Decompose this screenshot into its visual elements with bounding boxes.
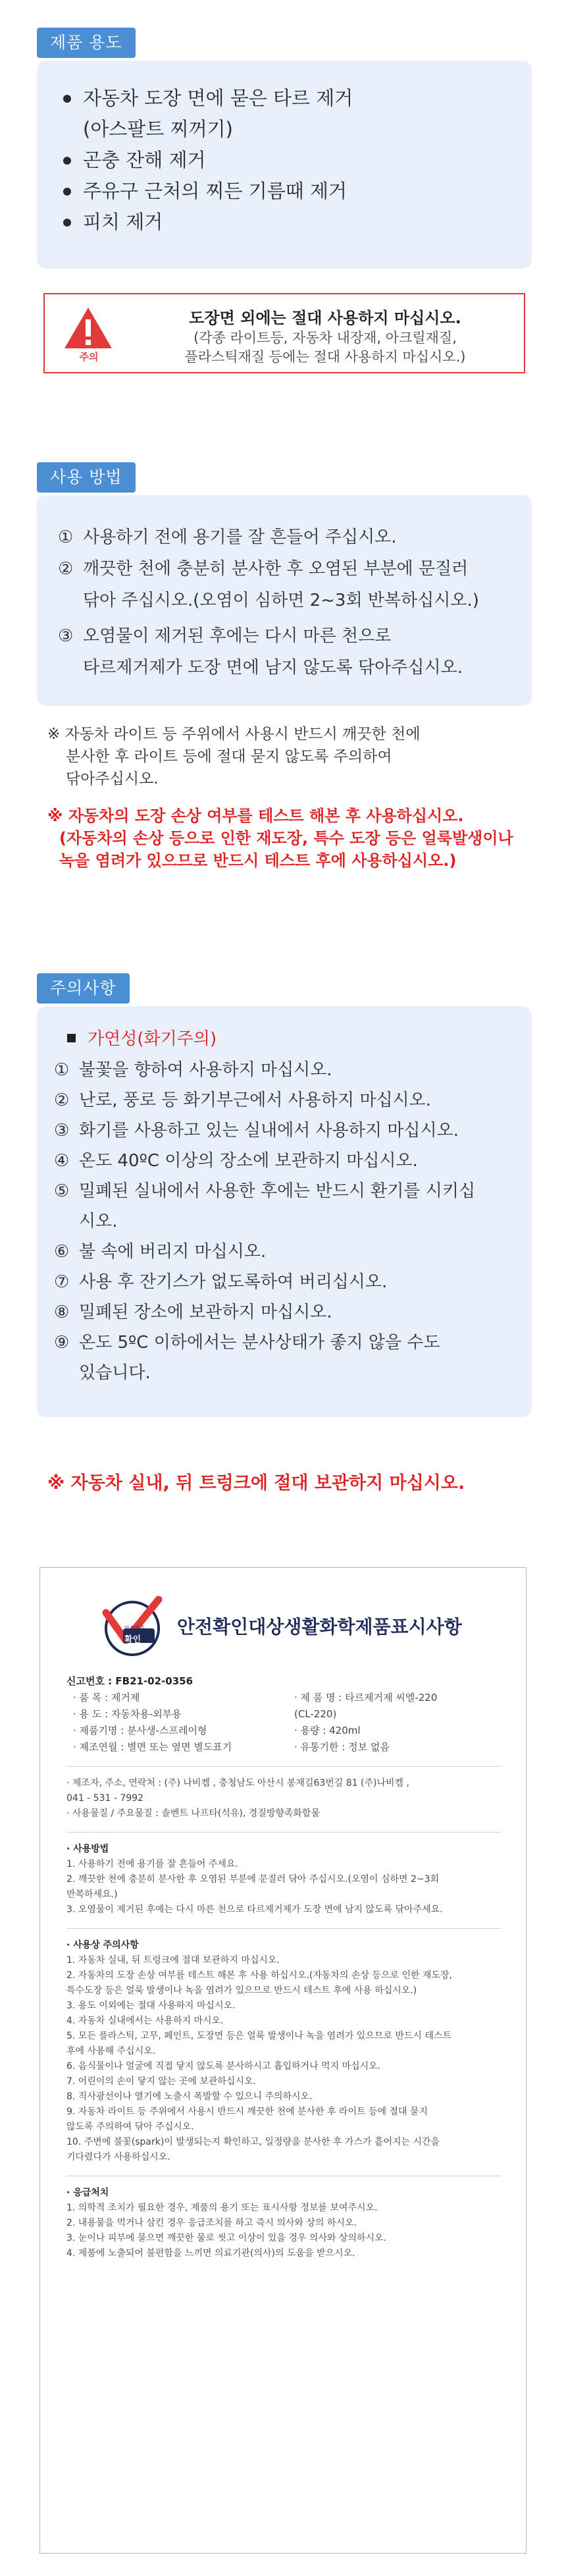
caution-item: ⑤ 밀폐된 실내에서 사용한 후에는 반드시 환기를 시키십 bbox=[54, 1181, 476, 1201]
caution-item: ⑥ 불 속에 버리지 마십시오. bbox=[54, 1242, 267, 1262]
info-row: · 용 도 : 자동차용-외부용 (CL-220) bbox=[73, 1708, 337, 1720]
caution-item: ③ 화기를 사용하고 있는 실내에서 사용하지 마십시오. bbox=[54, 1121, 459, 1140]
caution-item: ① 불꽃을 향하여 사용하지 마십시오. bbox=[54, 1060, 332, 1080]
warning-title: 도장면 외에는 절대 사용하지 마십시오. bbox=[189, 309, 461, 327]
final-warning: ※ 자동차 실내, 뒤 트렁크에 절대 보관하지 마십시오. bbox=[47, 1473, 465, 1493]
caution-item: ④ 온도 40ºC 이상의 장소에 보관하지 마십시오. bbox=[54, 1151, 418, 1171]
list-item: 피치 제거 bbox=[62, 207, 532, 238]
step-item: ① 사용하기 전에 용기를 잘 흔들어 주십시오. bbox=[58, 527, 397, 547]
caution-list-label: 1. 자동차 실내, 뒤 트렁크에 절대 보관하지 마십시오. 2. 자동차의 도장 손상 여부를 테스트 해본 후 사용 하십시오.(자동차의 손상 등으로 인한 재도장, 특수도장 등은 얼룩 발생이나 녹을 염려가 있으므로 반드시 테스트 후에 사용 하십시오.) 3. 용도 이외에는 절대 사용하지 마십시오. 4. 자동차 실내에서는 사용하지 마시오. 5. 모든 플라스틱, 고무, 페인트, 도장면 등은 얼룩 발생이나 녹을 염려가 있으므로 반드시 테스트 후에 사용해 주십시오. 6. 음식물이나 얼굴에 직접 닿지 않도록 분사하시고 흡입하거나 먹지 마십시오. 7. 어린이의 손이 닿지 않는 곳에 보관하십시오. 8. 직사광선이나 열기에 노출시 폭발할 수 있으니 주의하시오. 9. 자동차 라이트 등 주위에서 사용시 반드시 깨끗한 천에 분사한 후 라이트 등에 절대 묻지 않도록 주의하여 닦아 주십시오. 10. 주변에 불꽃(spark)이 발생되는지 확인하고, 일정량을 분사한 후 가스가 흩어지는 시간을 기다렸다가 사용하십시오. bbox=[66, 1955, 452, 2162]
bullet-icon bbox=[63, 95, 71, 103]
bullet-icon bbox=[63, 188, 71, 196]
logo-small-text: 안전기준 bbox=[124, 1625, 145, 1631]
divider bbox=[66, 1928, 501, 1929]
caution-title: · 사용상 주의사항 bbox=[66, 1940, 139, 1950]
warning-box bbox=[43, 293, 525, 373]
caution-item: ⑧ 밀폐된 장소에 보관하지 마십시오. bbox=[54, 1302, 332, 1322]
list-item: 자동차 도장 면에 묻은 타르 제거 (아스팔트 찌꺼기) bbox=[62, 83, 532, 145]
section-tag-caution: 주의사항 bbox=[37, 973, 130, 1004]
label-title: 안전확인대상생활화학제품표시사항 bbox=[177, 1616, 462, 1638]
info-row: · 품 목 : 제거제 · 제 품 명 : 타르제거제 씨엘-220 bbox=[73, 1692, 438, 1704]
square-bullet-icon bbox=[67, 1034, 76, 1042]
caution-item: ② 난로, 풍로 등 화기부근에서 사용하지 마십시오. bbox=[54, 1090, 432, 1110]
divider bbox=[66, 1766, 501, 1767]
list-item: 주유구 근처의 찌든 기름때 제거 bbox=[62, 176, 532, 207]
usage-panel bbox=[37, 61, 532, 269]
caution-heading: 가연성(화기주의) bbox=[54, 1023, 532, 1055]
info-row: · 제품기명 : 분사생-스프레이형 · 용량 : 420ml bbox=[73, 1725, 361, 1736]
aid-list: 1. 의학적 조치가 필요한 경우, 제품의 용기 또는 표시사항 정보를 보여주시오. 2. 내용물을 먹거나 삼킨 경우 응급조치를 하고 즉시 의사와 상의 하시오. 3. 눈이나 피부에 묻으면 깨끗한 물로 씻고 이상이 있을 경우 의사와 상의하시오. 4. 제품에 노출되어 불편함을 느끼면 의료기관(의사)의 도움을 받으시오. bbox=[66, 2203, 387, 2259]
safety-label-card bbox=[39, 1567, 527, 2554]
step-item: ② 깨끗한 천에 충분히 분사한 후 오염된 부분에 문질러 bbox=[58, 559, 469, 579]
how-list: 1. 사용하기 전에 용기를 잘 흔들어 주세요. 2. 깨끗한 천에 충분히 분사한 후 오염된 부분에 문질러 닦아 주십시오.(오염이 심하면 2~3회 반복하세요.) 3. 오염물이 제거된 후에는 다시 마른 천으로 타르제거제가 도장 면에 남지 않도록 닦아주세요. bbox=[66, 1859, 443, 1915]
usage-list bbox=[37, 61, 532, 238]
warning-subtext: (각종 라이트등, 자동차 내장재, 아크릴재질, 플라스틱재질 등에는 절대 사용하지 마십시오.) bbox=[184, 330, 466, 365]
logo-text: 확인 bbox=[124, 1635, 142, 1645]
caution-panel bbox=[37, 1006, 532, 1417]
aid-title: · 응급처치 bbox=[66, 2187, 109, 2198]
caution-item: ⑦ 사용 후 잔기스가 없도록하여 버리십시오. bbox=[54, 1272, 388, 1292]
how-title: · 사용방법 bbox=[66, 1844, 109, 1854]
method-panel bbox=[37, 495, 532, 706]
caution-item: ⑨ 온도 5ºC 이하에서는 분사상태가 좋지 않을 수도 bbox=[54, 1333, 440, 1353]
method-note: ※ 자동차 라이트 등 주위에서 사용시 반드시 깨끗한 천에 분사한 후 라이트 등에 절대 묻지 않도록 주의하여 닦아주십시오. bbox=[47, 726, 421, 788]
method-red-note: ※ 자동차의 도장 손상 여부를 테스트 해본 후 사용하십시오. (자동차의 손상 등으로 인한 재도장, 특수 도장 등은 얼룩발생이나 녹을 염려가 있으므로 반드시 테스트 후에 사용하십시오.) bbox=[47, 807, 513, 870]
divider bbox=[66, 1832, 501, 1833]
info-row: · 제조연월 : 별면 또는 옆면 별도표기 · 유통기한 : 정보 없음 bbox=[73, 1741, 390, 1753]
steps-list: ① 사용하기 전에 용기를 잘 흔들어 주십시오. ② 깨끗한 천에 충분히 분사한 후 오염된 부분에 문질러 닦아 주십시오.(오염이 심하면 2~3회 반복하십시오.) ③ 오염물이 제거된 후에는 다시 마른 천으로 타르제거제가 도장 면에 남지 않도록 닦아주십시오. bbox=[37, 495, 532, 684]
bullet-icon bbox=[63, 219, 71, 227]
maker-info: · 제조자, 주소, 연락처 : (주) 나비켐 , 충청남도 아산시 봉재길63번길 81 (주)나비켐 , 041 - 531 - 7992 · 사용물질 / 주요물질 : 솔벤트 나프타(석유), 경질방향족화합물 bbox=[66, 1778, 409, 1819]
section-tag-usage: 제품 용도 bbox=[37, 28, 136, 58]
list-item: 곤충 잔해 제거 bbox=[62, 145, 532, 176]
caution-list: 가연성(화기주의) ① 불꽃을 향하여 사용하지 마십시오. ② 난로, 풍로 등 화기부근에서 사용하지 마십시오. ③ 화기를 사용하고 있는 실내에서 사용하지 마십시오. ④ 온도 40ºC 이상의 장소에 보관하지 마십시오. ⑤ 밀폐된 실내에서 사용한 후에는 반드시 환기를 시키십 시오. ⑥ 불 속에 버리지 마십시오. ⑦ 사용 후 잔기스가 없도록하여 버리십시오. ⑧ 밀폐된 장소에 보관하지 마십시오. ⑨ 온도 5ºC 이하에서는 분사상태가 좋지 않을 수도 있습니다. bbox=[37, 1006, 532, 1388]
warning-icon-label: 주의 bbox=[79, 351, 99, 363]
step-item: ③ 오염물이 제거된 후에는 다시 마른 천으로 bbox=[58, 626, 392, 646]
bullet-icon bbox=[63, 157, 71, 165]
section-tag-method: 사용 방법 bbox=[37, 462, 136, 493]
report-number: 신고번호 : FB21-02-0356 bbox=[66, 1675, 193, 1687]
label-body bbox=[66, 1673, 501, 2261]
